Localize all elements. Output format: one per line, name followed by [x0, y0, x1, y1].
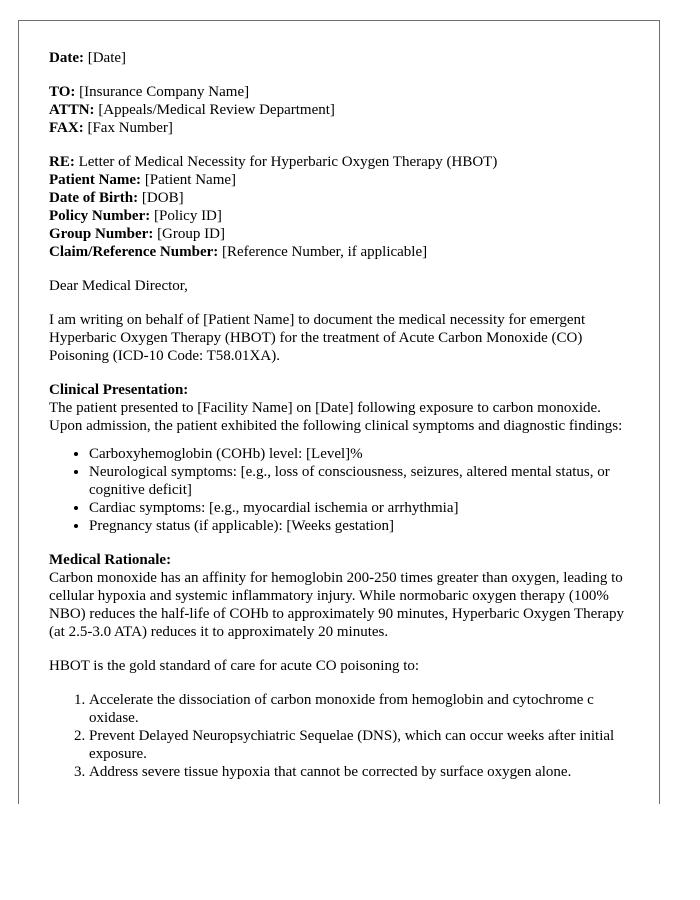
- letter-page: [18, 20, 660, 804]
- fax-label: FAX:: [49, 120, 84, 136]
- intro-paragraph: I am writing on behalf of [Patient Name] to document the medical necessity for emergent Hyperbaric Oxygen Therapy (HBOT) for the treatment of Acute Carbon Monoxide (CO) Poisoning (ICD-10 Code: T58.01XA).: [49, 312, 586, 364]
- gold-standard-text: HBOT is the gold standard of care for acute CO poisoning to:: [49, 658, 420, 674]
- patient-name-line: [49, 171, 633, 189]
- claim-line: [49, 243, 633, 261]
- patient-name-label: Patient Name:: [49, 172, 142, 188]
- attn-value: [Appeals/Medical Review Department]: [98, 102, 335, 118]
- clinical-heading: Clinical Presentation:: [49, 382, 189, 398]
- fax-line: [49, 119, 633, 137]
- dob-label: Date of Birth:: [49, 190, 139, 206]
- list-item: • Carboxyhemoglobin (COHb) level: [Level]%: [89, 445, 633, 463]
- policy-label: Policy Number:: [49, 208, 151, 224]
- group-value: [Group ID]: [157, 226, 225, 242]
- policy-line: [49, 207, 633, 225]
- dob-line: [49, 189, 633, 207]
- fax-value: [Fax Number]: [87, 120, 173, 136]
- dob-value: [DOB]: [141, 190, 184, 206]
- date-label: Date:: [49, 50, 84, 66]
- letter-content: [49, 49, 633, 797]
- re-line: [49, 153, 633, 171]
- re-label: RE:: [49, 154, 75, 170]
- list-item: • Cardiac symptoms: [e.g., myocardial ischemia or arrhythmia]: [89, 499, 633, 517]
- rationale-text: Carbon monoxide has an affinity for hemoglobin 200-250 times greater than oxygen, leading to cellular hypoxia and systemic inflammatory injury. While normobaric oxygen therapy (100% NBO) reduces the half-life of COHb to approximately 90 minutes, Hyperbaric Oxygen Therapy (at 2.5-3.0 ATA) reduces it to approximately 20 minutes.: [49, 570, 624, 640]
- to-line: [49, 83, 633, 101]
- patient-name-value: [Patient Name]: [144, 172, 237, 188]
- policy-value: [Policy ID]: [153, 208, 222, 224]
- list-item: • Neurological symptoms: [e.g., loss of consciousness, seizures, altered mental status, or cognitive deficit]: [89, 463, 633, 499]
- list-item: • Pregnancy status (if applicable): [Weeks gestation]: [89, 517, 633, 535]
- date-value: [Date]: [87, 50, 127, 66]
- list-item: 1. Accelerate the dissociation of carbon monoxide from hemoglobin and cytochrome c oxidase.: [89, 691, 633, 727]
- rationale-heading: Medical Rationale:: [49, 552, 172, 568]
- date-line: [49, 49, 633, 67]
- rationale-section: [49, 551, 633, 641]
- attn-label: ATTN:: [49, 102, 95, 118]
- list-item: 3. Address severe tissue hypoxia that cannot be corrected by surface oxygen alone.: [89, 763, 633, 781]
- list-item: 2. Prevent Delayed Neuropsychiatric Sequelae (DNS), which can occur weeks after initial exposure.: [89, 727, 633, 763]
- to-label: TO:: [49, 84, 76, 100]
- group-label: Group Number:: [49, 226, 154, 242]
- salutation: Dear Medical Director,: [49, 278, 188, 294]
- claim-label: Claim/Reference Number:: [49, 244, 219, 260]
- group-line: [49, 225, 633, 243]
- clinical-findings-list: [49, 445, 633, 535]
- clinical-text: The patient presented to [Facility Name] on [Date] following exposure to carbon monoxide. Upon admission, the patient exhibited the following clinical symptoms and diagnostic findings:: [49, 400, 623, 434]
- clinical-section: [49, 381, 633, 435]
- attn-line: [49, 101, 633, 119]
- claim-value: [Reference Number, if applicable]: [222, 244, 428, 260]
- recipient-block: [49, 83, 633, 137]
- hbot-goals-list: [49, 691, 633, 781]
- re-value: Letter of Medical Necessity for Hyperbaric Oxygen Therapy (HBOT): [78, 154, 498, 170]
- to-value: [Insurance Company Name]: [79, 84, 250, 100]
- reference-block: [49, 153, 633, 261]
